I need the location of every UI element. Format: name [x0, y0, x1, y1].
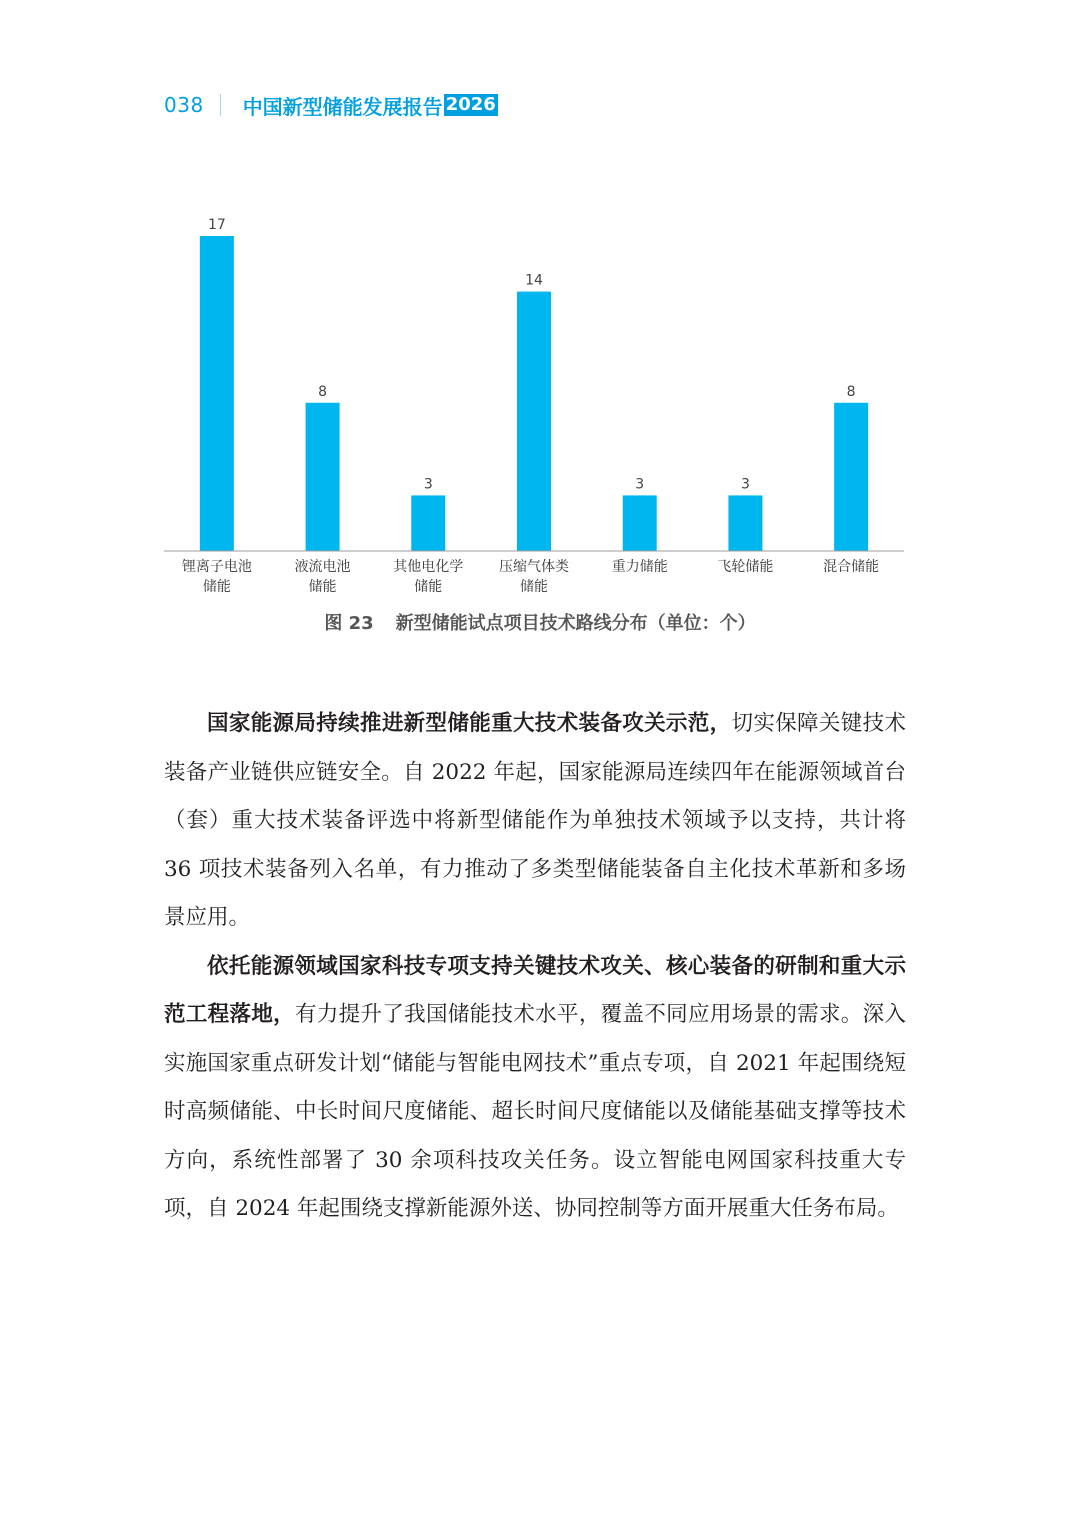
paragraph-1-body: 切实保障关键技术装备产业链供应链安全。自 2022 年起，国家能源局连续四年在能源领域首台（套）重大技术装备评选中将新型储能作为单独技术领域予以支持，共计将 36 项技术装备列入名单，有力推动了多类型储能装备自主化技术革新和多场景应用。 — [164, 711, 906, 930]
bar-value-label-4: 14 — [525, 272, 543, 289]
bar-7 — [834, 403, 868, 551]
figure-caption-text: 新型储能试点项目技术路线分布（单位：个） — [395, 613, 756, 634]
body-text — [164, 700, 906, 1234]
bar-6 — [728, 495, 762, 551]
bar-4 — [517, 292, 551, 551]
category-label-4-line-1: 压缩气体类 — [499, 559, 569, 575]
category-label-4-line-2: 储能 — [520, 579, 548, 595]
report-title: 中国新型储能发展报告 — [242, 94, 443, 119]
category-label-6-line-1: 飞轮储能 — [717, 559, 774, 575]
bar-value-label-6: 3 — [740, 476, 750, 493]
category-label-2-line-2: 储能 — [308, 579, 337, 595]
bar-value-label-1: 17 — [207, 217, 226, 233]
category-label-2-line-1: 液流电池 — [294, 559, 351, 575]
report-year-badge: 2026 — [445, 94, 496, 115]
paragraph-2-body: 有力提升了我国储能技术水平，覆盖不同应用场景的需求。深入实施国家重点研发计划“储能与智能电网技术”重点专项，自 2021 年起围绕短时高频储能、中长时间尺度储能、超长时间尺度储能以及储能基础支撑等技术方向，系统性部署了 30 余项科技攻关任务。设立智能电网国家科技重大专项，自 2024 年起围绕支撑新能源外送、协同控制等方面开展重大任务布局。 — [164, 1002, 906, 1221]
paragraph-1-lead: 国家能源局持续推进新型储能重大技术装备攻关示范， — [207, 711, 732, 736]
category-label-3-line-2: 储能 — [414, 579, 443, 595]
bar-1 — [200, 236, 234, 551]
category-label-1-line-2: 储能 — [202, 579, 231, 595]
page-number: 038 — [164, 93, 204, 117]
category-label-3-line-1: 其他电化学 — [393, 559, 464, 575]
paragraph-2-lead: 依托能源领域国家科技专项支持关键技术攻关、核心装备的研制和重大示范工程落地， — [164, 953, 906, 1027]
tech-route-bar-chart — [0, 0, 1080, 600]
bar-5 — [623, 495, 657, 551]
category-label-5-line-1: 重力储能 — [611, 559, 668, 575]
figure-number: 图 23 — [324, 613, 374, 634]
paragraph-1 — [164, 700, 906, 943]
bar-value-label-5: 3 — [635, 476, 645, 493]
figure-caption — [0, 609, 1080, 635]
bar-value-label-3: 3 — [423, 476, 433, 493]
bar-value-label-7: 8 — [846, 383, 856, 400]
bar-3 — [411, 495, 445, 551]
category-label-7-line-1: 混合储能 — [823, 559, 880, 575]
category-label-1-line-1: 锂离子电池 — [181, 559, 252, 575]
bar-value-label-2: 8 — [318, 383, 328, 400]
paragraph-2 — [164, 943, 906, 1234]
bar-2 — [306, 403, 340, 551]
